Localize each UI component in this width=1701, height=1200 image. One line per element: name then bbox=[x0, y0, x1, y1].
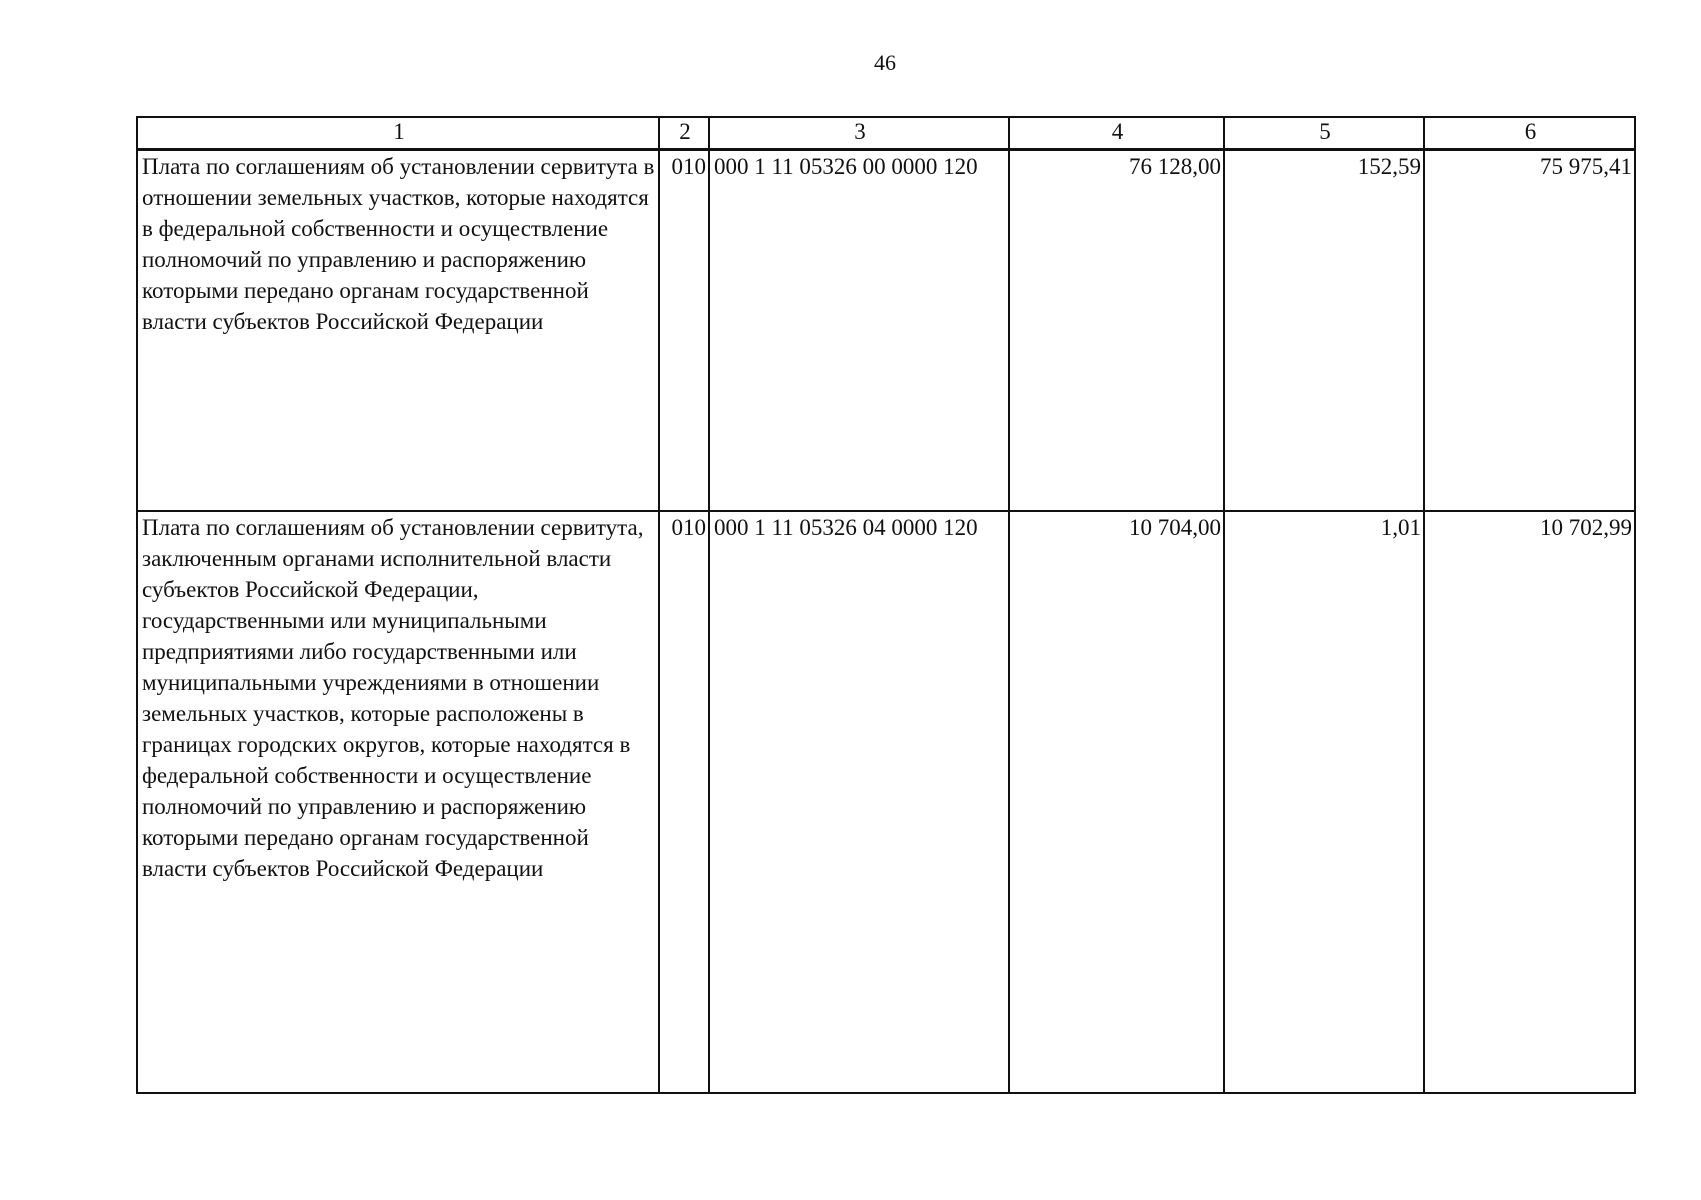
row-col4-value: 76 128,00 bbox=[1009, 150, 1224, 512]
header-col-1: 1 bbox=[137, 117, 659, 150]
table-row bbox=[137, 511, 1635, 1093]
row-description: Плата по соглашениям об установлении сервитута в отношении земельных участков, которые находятся в федеральной собственности и осуществление полномочий по управлению и распоряжению которыми передано органам государственной власти субъектов Российской Федерации bbox=[137, 150, 659, 512]
row-kbk-code: 000 1 11 05326 04 0000 120 bbox=[709, 511, 1009, 1093]
row-col6-value: 75 975,41 bbox=[1424, 150, 1635, 512]
header-col-4: 4 bbox=[1009, 117, 1224, 150]
row-kbk-code: 000 1 11 05326 00 0000 120 bbox=[709, 150, 1009, 512]
header-col-6: 6 bbox=[1424, 117, 1635, 150]
table-row bbox=[137, 150, 1635, 512]
row-col6-value: 10 702,99 bbox=[1424, 511, 1635, 1093]
row-col4-value: 10 704,00 bbox=[1009, 511, 1224, 1093]
row-col5-value: 152,59 bbox=[1224, 150, 1424, 512]
table-header-row bbox=[137, 117, 1635, 150]
row-admin-code: 010 bbox=[659, 511, 709, 1093]
row-col5-value: 1,01 bbox=[1224, 511, 1424, 1093]
row-description: Плата по соглашениям об установлении сервитута, заключенным органами исполнительной власти субъектов Российской Федерации, государственными или муниципальными предприятиями либо государственными или муниципальными учреждениями в отношении земельных участков, которые расположены в границах городских округов, которые находятся в федеральной собственности и осуществление полномочий по управлению и распоряжению которыми передано органам государственной власти субъектов Российской Федерации bbox=[137, 511, 659, 1093]
page-number: 46 bbox=[874, 50, 896, 75]
header-col-3: 3 bbox=[709, 117, 1009, 150]
header-col-2: 2 bbox=[659, 117, 709, 150]
row-admin-code: 010 bbox=[659, 150, 709, 512]
revenue-table bbox=[136, 116, 1636, 1094]
header-col-5: 5 bbox=[1224, 117, 1424, 150]
